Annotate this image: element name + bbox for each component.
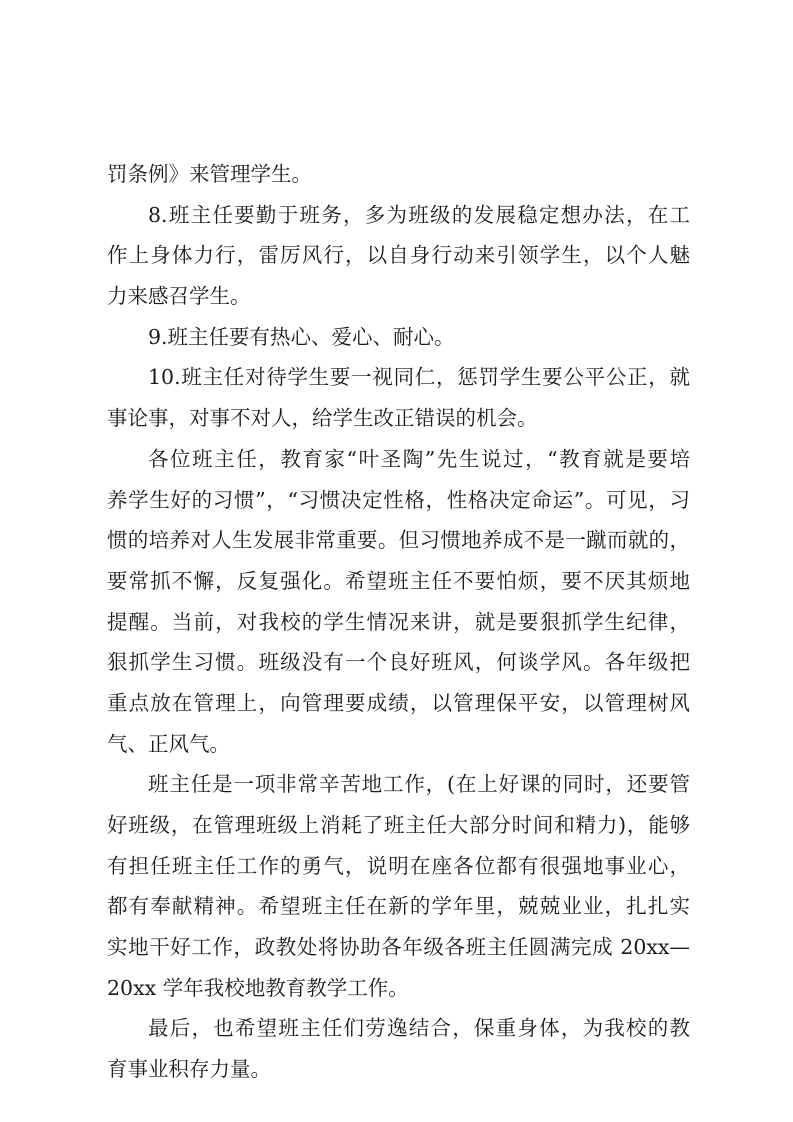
paragraph-item-10 <box>107 357 690 438</box>
text-line: 各位班主任，教育家“叶圣陶”先生说过，“教育就是要培 <box>148 446 690 471</box>
text-line: 9.班主任要有热心、爱心、耐心。 <box>148 324 455 349</box>
text-line: 提醒。当前，对我校的学生情况来讲，就是要狠抓学生纪律， <box>107 609 690 634</box>
text-line: 实地干好工作，政教处将协助各年级各班主任圆满完成 20xx— <box>107 935 690 960</box>
text-line: 10.班主任对待学生要一视同仁，惩罚学生要公平公正，就 <box>148 365 690 390</box>
paragraph-item-8 <box>107 195 690 317</box>
document-body <box>107 154 690 1090</box>
text-line: 养学生好的习惯”，“习惯决定性格，性格决定命运”。可见，习 <box>107 487 690 512</box>
text-line: 有担任班主任工作的勇气，说明在座各位都有很强地事业心， <box>107 853 690 878</box>
text-line: 好班级，在管理班级上消耗了班主任大部分时间和精力)，能够 <box>107 813 690 837</box>
text-line: 育事业积存力量。 <box>107 1057 271 1082</box>
paragraph-item-9 <box>107 317 690 358</box>
text-line: 最后，也希望班主任们劳逸结合，保重身体，为我校的教 <box>148 1016 690 1041</box>
text-line: 力来感召学生。 <box>107 284 251 309</box>
text-line: 罚条例》来管理学生。 <box>107 162 312 186</box>
text-line: 作上身体力行，雷厉风行，以自身行动来引领学生，以个人魅 <box>107 243 690 268</box>
paragraph-closing <box>107 1008 690 1089</box>
text-line: 都有奉献精神。希望班主任在新的学年里，兢兢业业，扎扎实 <box>107 894 690 919</box>
paragraph-continued <box>107 154 690 195</box>
text-line: 20xx 学年我校地教育教学工作。 <box>107 975 409 1000</box>
text-line: 气、正风气。 <box>107 731 230 756</box>
text-line: 班主任是一项非常辛苦地工作，(在上好课的同时，还要管 <box>148 772 690 797</box>
text-line: 惯的培养对人生发展非常重要。但习惯地养成不是一蹴而就的， <box>107 528 690 553</box>
text-line: 重点放在管理上，向管理要成绩，以管理保平安，以管理树风 <box>107 690 690 715</box>
text-line: 狠抓学生习惯。班级没有一个良好班风，何谈学风。各年级把 <box>107 650 690 675</box>
text-line: 8.班主任要勤于班务，多为班级的发展稳定想办法，在工 <box>148 202 690 227</box>
text-line: 事论事，对事不对人，给学生改正错误的机会。 <box>107 406 538 431</box>
paragraph-habits <box>107 439 690 765</box>
paragraph-hardwork <box>107 764 690 1008</box>
text-line: 要常抓不懈，反复强化。希望班主任不要怕烦，要不厌其烦地 <box>107 568 690 593</box>
